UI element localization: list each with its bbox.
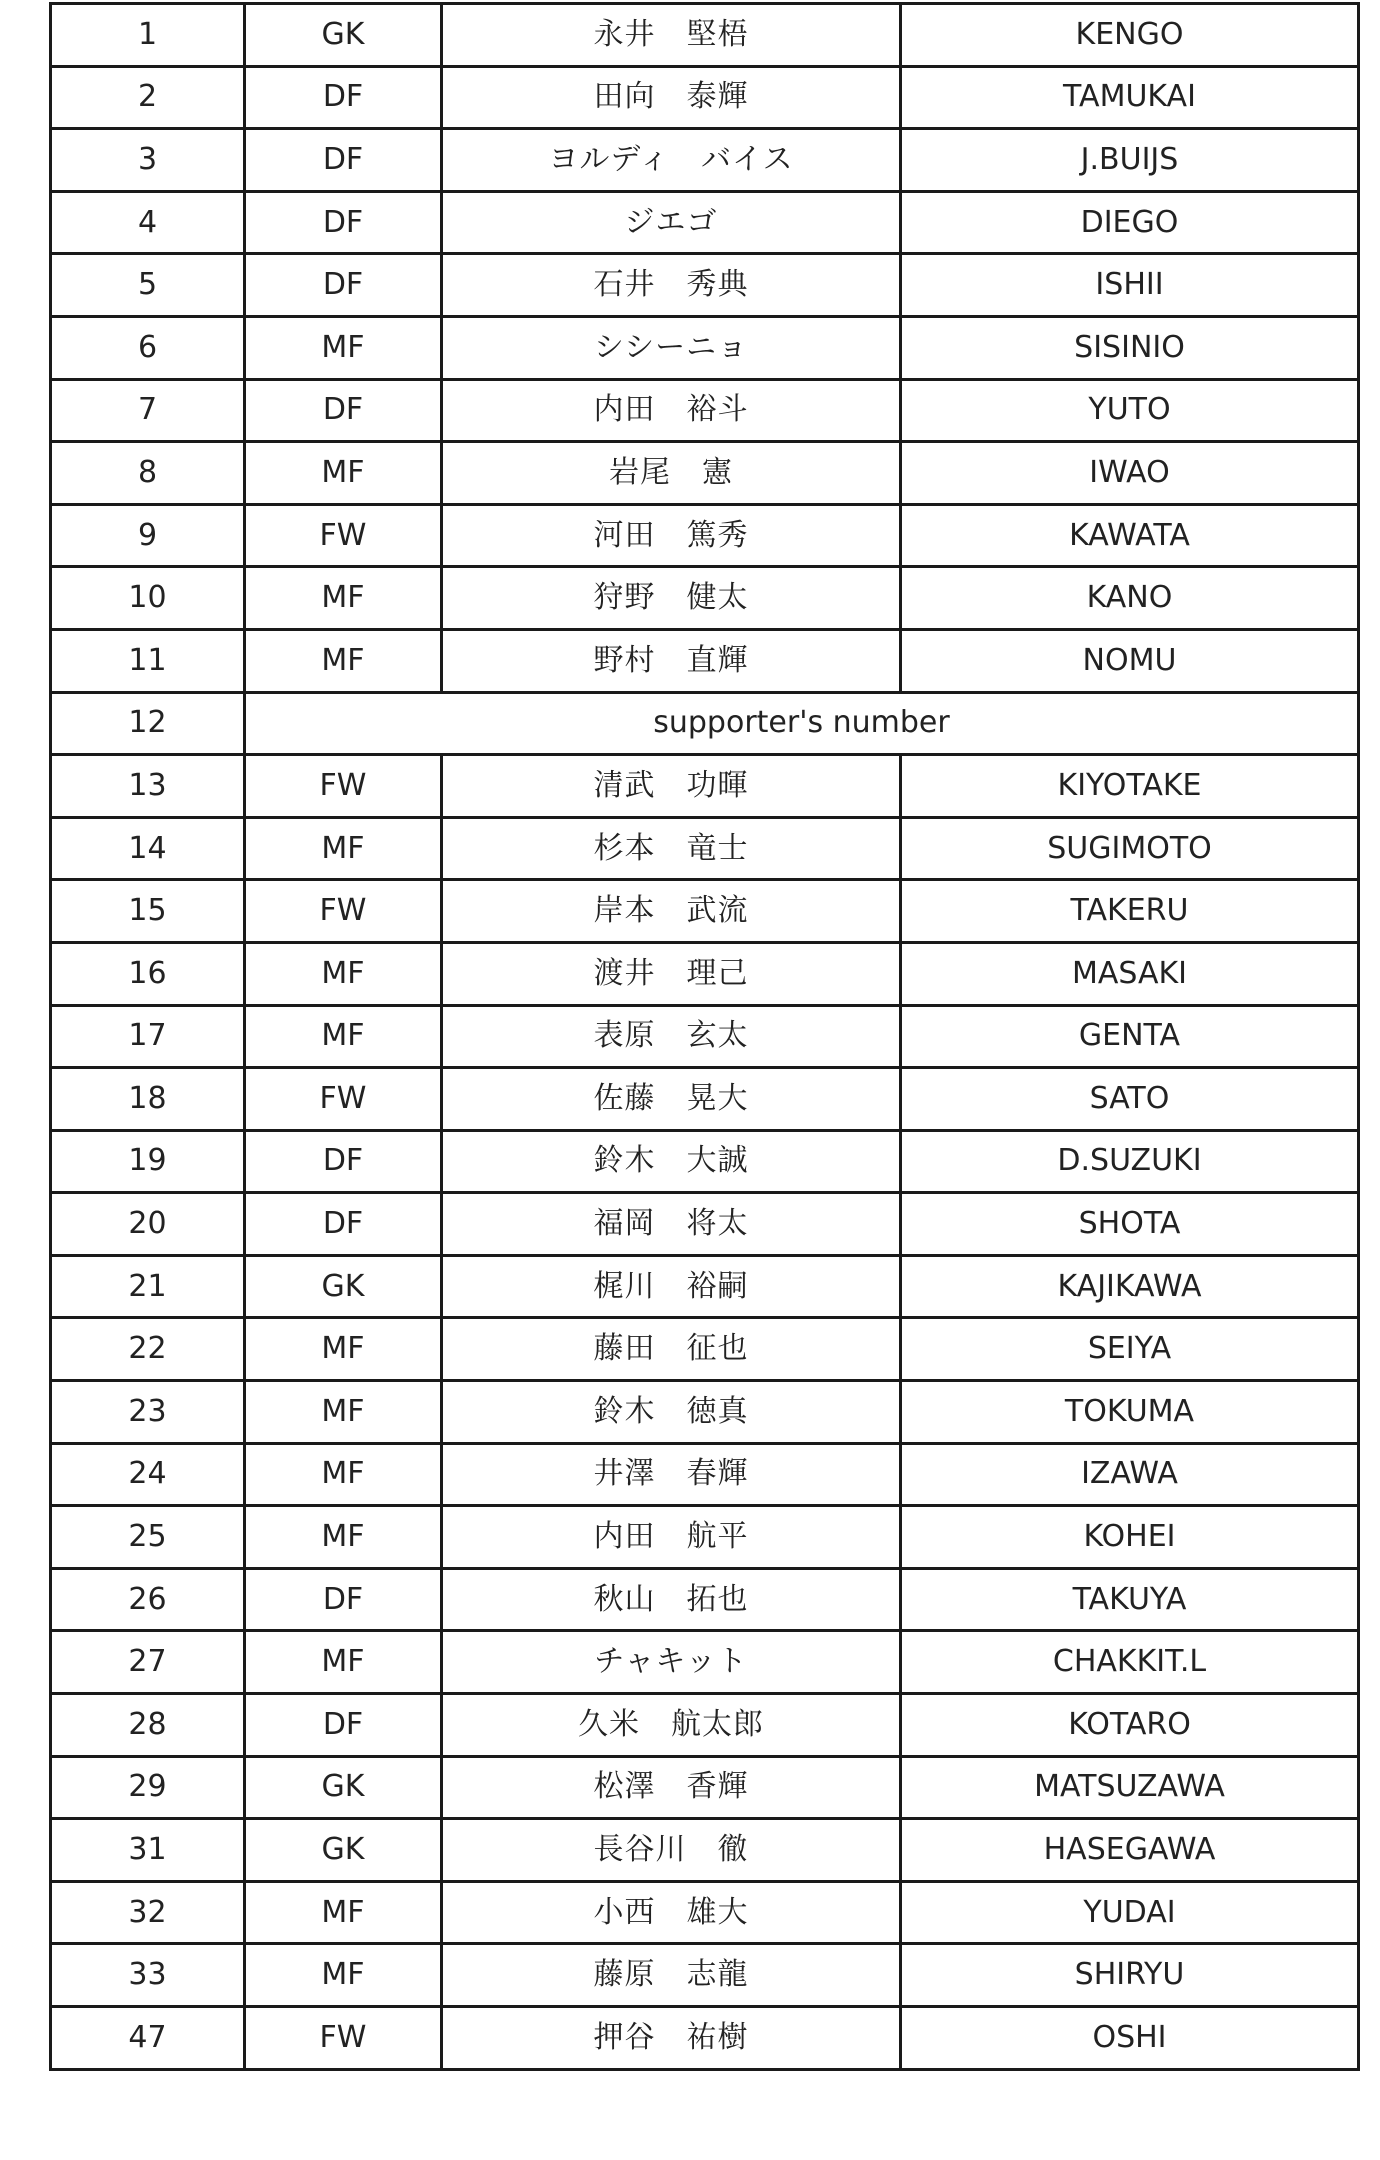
position-cell: DF	[245, 191, 442, 254]
registered-name-cell: SISINIO	[901, 316, 1359, 379]
player-name-jp-cell: 長谷川 徹	[442, 1819, 901, 1882]
player-number-cell: 17	[51, 1005, 245, 1068]
registered-name-cell: IWAO	[901, 442, 1359, 505]
player-number-cell: 23	[51, 1381, 245, 1444]
player-number-cell: 28	[51, 1694, 245, 1757]
registered-name-cell: DIEGO	[901, 191, 1359, 254]
player-name-jp-cell: 松澤 香輝	[442, 1756, 901, 1819]
table-row	[51, 1005, 1359, 1068]
player-number-cell: 15	[51, 880, 245, 943]
position-cell: DF	[245, 254, 442, 317]
player-name-jp-cell: ジエゴ	[442, 191, 901, 254]
registered-name-cell: ISHII	[901, 254, 1359, 317]
position-cell: DF	[245, 129, 442, 192]
table-row	[51, 1193, 1359, 1256]
player-name-jp-cell: 梶川 裕嗣	[442, 1255, 901, 1318]
position-cell: FW	[245, 755, 442, 818]
player-number-cell: 13	[51, 755, 245, 818]
table-row	[51, 817, 1359, 880]
table-row	[51, 1631, 1359, 1694]
position-cell: MF	[245, 629, 442, 692]
table-row	[51, 1694, 1359, 1757]
table-row	[51, 191, 1359, 254]
position-cell: MF	[245, 1318, 442, 1381]
position-cell: MF	[245, 316, 442, 379]
registered-name-cell: SUGIMOTO	[901, 817, 1359, 880]
player-number-cell: 10	[51, 567, 245, 630]
player-number-cell: 3	[51, 129, 245, 192]
player-name-jp-cell: 佐藤 晃大	[442, 1068, 901, 1131]
player-number-cell: 9	[51, 504, 245, 567]
registered-name-cell: TOKUMA	[901, 1381, 1359, 1444]
player-name-jp-cell: 狩野 健太	[442, 567, 901, 630]
player-number-cell: 7	[51, 379, 245, 442]
player-number-cell: 25	[51, 1506, 245, 1569]
table-row	[51, 1255, 1359, 1318]
registered-name-cell: TAKUYA	[901, 1568, 1359, 1631]
position-cell: DF	[245, 66, 442, 129]
player-name-jp-cell: チャキット	[442, 1631, 901, 1694]
position-cell: MF	[245, 1944, 442, 2007]
table-row	[51, 755, 1359, 818]
table-row	[51, 1944, 1359, 2007]
position-cell: DF	[245, 1193, 442, 1256]
registered-name-cell: TAKERU	[901, 880, 1359, 943]
player-name-jp-cell: 内田 裕斗	[442, 379, 901, 442]
registered-name-cell: SEIYA	[901, 1318, 1359, 1381]
supporter-number-cell: supporter's number	[245, 692, 1359, 755]
player-name-jp-cell: 福岡 将太	[442, 1193, 901, 1256]
position-cell: MF	[245, 1631, 442, 1694]
registered-name-cell: CHAKKIT.L	[901, 1631, 1359, 1694]
player-number-cell: 33	[51, 1944, 245, 2007]
player-number-cell: 26	[51, 1568, 245, 1631]
table-row	[51, 4, 1359, 67]
player-name-jp-cell: 押谷 祐樹	[442, 2007, 901, 2070]
table-row	[51, 379, 1359, 442]
registered-name-cell: MATSUZAWA	[901, 1756, 1359, 1819]
table-row	[51, 1506, 1359, 1569]
player-name-jp-cell: 小西 雄大	[442, 1881, 901, 1944]
table-row	[51, 567, 1359, 630]
table-row	[51, 880, 1359, 943]
player-name-jp-cell: 石井 秀典	[442, 254, 901, 317]
player-number-cell: 32	[51, 1881, 245, 1944]
position-cell: MF	[245, 1881, 442, 1944]
player-name-jp-cell: 鈴木 大誠	[442, 1130, 901, 1193]
registered-name-cell: KENGO	[901, 4, 1359, 67]
player-name-jp-cell: 岸本 武流	[442, 880, 901, 943]
registered-name-cell: SHOTA	[901, 1193, 1359, 1256]
table-row	[51, 316, 1359, 379]
player-name-jp-cell: 渡井 理己	[442, 942, 901, 1005]
player-number-cell: 16	[51, 942, 245, 1005]
registered-name-cell: HASEGAWA	[901, 1819, 1359, 1882]
table-row	[51, 1381, 1359, 1444]
player-number-cell: 8	[51, 442, 245, 505]
position-cell: GK	[245, 1756, 442, 1819]
table-row	[51, 254, 1359, 317]
player-name-jp-cell: 鈴木 徳真	[442, 1381, 901, 1444]
table-row	[51, 692, 1359, 755]
registered-name-cell: D.SUZUKI	[901, 1130, 1359, 1193]
player-number-cell: 47	[51, 2007, 245, 2070]
registered-name-cell: TAMUKAI	[901, 66, 1359, 129]
registered-name-cell: OSHI	[901, 2007, 1359, 2070]
table-row	[51, 442, 1359, 505]
player-name-jp-cell: 内田 航平	[442, 1506, 901, 1569]
player-number-cell: 18	[51, 1068, 245, 1131]
registered-name-cell: KOHEI	[901, 1506, 1359, 1569]
player-name-jp-cell: ヨルディ バイス	[442, 129, 901, 192]
position-cell: MF	[245, 567, 442, 630]
position-cell: DF	[245, 1694, 442, 1757]
table-row	[51, 1130, 1359, 1193]
player-number-cell: 6	[51, 316, 245, 379]
player-number-cell: 14	[51, 817, 245, 880]
player-name-jp-cell: 岩尾 憲	[442, 442, 901, 505]
player-name-jp-cell: 田向 泰輝	[442, 66, 901, 129]
player-name-jp-cell: 秋山 拓也	[442, 1568, 901, 1631]
player-name-jp-cell: 表原 玄太	[442, 1005, 901, 1068]
player-number-cell: 4	[51, 191, 245, 254]
position-cell: FW	[245, 880, 442, 943]
registered-name-cell: SHIRYU	[901, 1944, 1359, 2007]
registered-name-cell: YUTO	[901, 379, 1359, 442]
position-cell: DF	[245, 1568, 442, 1631]
table-row	[51, 66, 1359, 129]
player-number-cell: 21	[51, 1255, 245, 1318]
player-name-jp-cell: 杉本 竜士	[442, 817, 901, 880]
player-name-jp-cell: 清武 功暉	[442, 755, 901, 818]
table-row	[51, 1068, 1359, 1131]
table-row	[51, 1756, 1359, 1819]
table-row	[51, 1318, 1359, 1381]
player-number-cell: 12	[51, 692, 245, 755]
registered-name-cell: KAJIKAWA	[901, 1255, 1359, 1318]
player-number-cell: 27	[51, 1631, 245, 1694]
player-number-cell: 5	[51, 254, 245, 317]
player-name-jp-cell: 野村 直輝	[442, 629, 901, 692]
position-cell: FW	[245, 2007, 442, 2070]
position-cell: MF	[245, 1005, 442, 1068]
player-number-cell: 11	[51, 629, 245, 692]
roster-body	[51, 4, 1359, 2070]
registered-name-cell: KIYOTAKE	[901, 755, 1359, 818]
position-cell: MF	[245, 1443, 442, 1506]
position-cell: GK	[245, 1819, 442, 1882]
player-number-cell: 22	[51, 1318, 245, 1381]
roster-table	[49, 2, 1360, 2071]
player-name-jp-cell: 井澤 春輝	[442, 1443, 901, 1506]
position-cell: MF	[245, 1381, 442, 1444]
position-cell: DF	[245, 379, 442, 442]
table-row	[51, 1443, 1359, 1506]
position-cell: DF	[245, 1130, 442, 1193]
position-cell: FW	[245, 1068, 442, 1131]
registered-name-cell: KANO	[901, 567, 1359, 630]
position-cell: FW	[245, 504, 442, 567]
position-cell: GK	[245, 4, 442, 67]
table-row	[51, 629, 1359, 692]
table-row	[51, 504, 1359, 567]
player-number-cell: 24	[51, 1443, 245, 1506]
table-row	[51, 1881, 1359, 1944]
table-row	[51, 129, 1359, 192]
registered-name-cell: KOTARO	[901, 1694, 1359, 1757]
table-row	[51, 1568, 1359, 1631]
registered-name-cell: KAWATA	[901, 504, 1359, 567]
registered-name-cell: IZAWA	[901, 1443, 1359, 1506]
player-number-cell: 19	[51, 1130, 245, 1193]
registered-name-cell: NOMU	[901, 629, 1359, 692]
player-number-cell: 2	[51, 66, 245, 129]
player-name-jp-cell: 藤原 志龍	[442, 1944, 901, 2007]
player-name-jp-cell: 久米 航太郎	[442, 1694, 901, 1757]
position-cell: MF	[245, 442, 442, 505]
table-row	[51, 942, 1359, 1005]
position-cell: MF	[245, 1506, 442, 1569]
registered-name-cell: J.BUIJS	[901, 129, 1359, 192]
player-number-cell: 20	[51, 1193, 245, 1256]
player-name-jp-cell: シシーニョ	[442, 316, 901, 379]
player-number-cell: 31	[51, 1819, 245, 1882]
player-name-jp-cell: 河田 篤秀	[442, 504, 901, 567]
position-cell: GK	[245, 1255, 442, 1318]
registered-name-cell: SATO	[901, 1068, 1359, 1131]
table-row	[51, 2007, 1359, 2070]
player-name-jp-cell: 永井 堅梧	[442, 4, 901, 67]
registered-name-cell: YUDAI	[901, 1881, 1359, 1944]
table-row	[51, 1819, 1359, 1882]
position-cell: MF	[245, 817, 442, 880]
registered-name-cell: MASAKI	[901, 942, 1359, 1005]
player-number-cell: 1	[51, 4, 245, 67]
player-number-cell: 29	[51, 1756, 245, 1819]
registered-name-cell: GENTA	[901, 1005, 1359, 1068]
position-cell: MF	[245, 942, 442, 1005]
player-name-jp-cell: 藤田 征也	[442, 1318, 901, 1381]
